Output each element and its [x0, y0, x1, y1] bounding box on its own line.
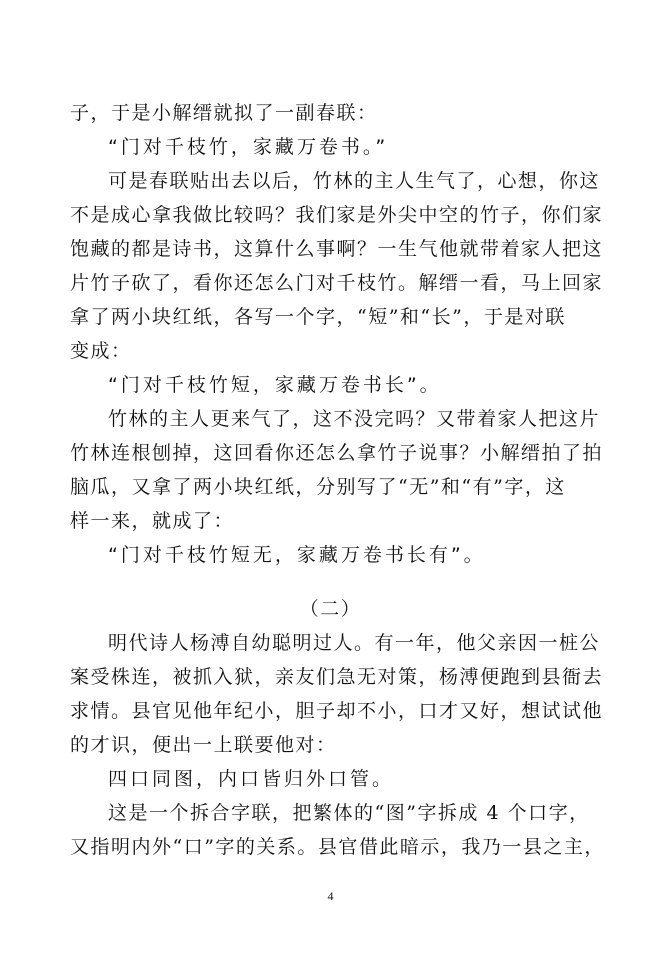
paragraph-line: 饱藏的都是诗书，这算什么事啊？一生气他就带着家人把这	[70, 238, 604, 260]
paragraph-line: 竹林连根刨掉，这回看你还怎么拿竹子说事？小解缙拍了拍	[70, 442, 604, 464]
paragraph-line: 拿了两小块红纸，各写一个字，“短”和“长”，于是对联	[70, 306, 566, 328]
couplet-line: “门对千枝竹短，家藏万卷书长”。	[108, 374, 442, 396]
paragraph-line: 脑瓜，又拿了两小块红纸，分别写了“无”和“有”字，这	[70, 476, 566, 498]
paragraph-line: 样一来，就成了：	[70, 510, 235, 532]
paragraph-line: 案受株连，被抓入狱，亲友们急无对策，杨溥便跑到县衙去	[70, 666, 604, 688]
paragraph-line: 的才识，便出一上联要他对：	[70, 734, 337, 756]
paragraph-line: 明代诗人杨溥自幼聪明过人。有一年，他父亲因一桩公	[108, 632, 601, 654]
paragraph-line: 子，于是小解缙就拟了一副春联：	[70, 102, 378, 124]
paragraph-line: 可是春联贴出去以后，竹林的主人生气了，心想，你这	[108, 170, 601, 192]
paragraph-line: 竹林的主人更来气了，这不没完吗？又带着家人把这片	[108, 408, 601, 430]
paragraph-line: 不是成心拿我做比较吗？我们家是外尖中空的竹子，你们家	[70, 204, 604, 226]
couplet-line: “门对千枝竹短无，家藏万卷书长有”。	[108, 544, 486, 566]
paragraph-line: 这是一个拆合字联，把繁体的“图”字拆成 4 个口字，	[108, 802, 590, 824]
page-number: 4	[327, 889, 334, 903]
paragraph-line: 又指明内外“口”字的关系。县官借此暗示，我乃一县之主，	[70, 836, 605, 858]
paragraph-line: 片竹子砍了，看你还怎么门对千枝竹。解缙一看，马上回家	[70, 272, 604, 294]
paragraph-line: 变成：	[70, 340, 132, 362]
paragraph-line: 求情。县官见他年纪小，胆子却不小，口才又好，想试试他	[70, 700, 604, 722]
couplet-line: “门对千枝竹，家藏万卷书。”	[108, 136, 389, 158]
couplet-line: 四口同图，内口皆归外口管。	[108, 768, 395, 790]
section-heading: （二）	[299, 598, 362, 620]
